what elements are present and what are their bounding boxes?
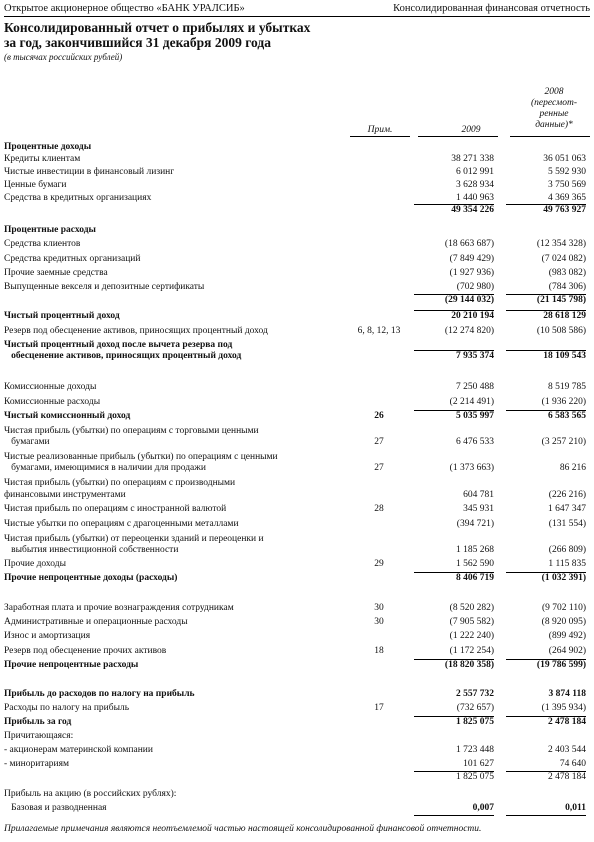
table-row xyxy=(4,142,590,153)
row-note: 28 xyxy=(374,504,384,514)
row-note: 27 xyxy=(374,463,384,473)
value-2008: 18 109 543 xyxy=(543,351,586,361)
value-2009: 20 210 194 xyxy=(451,311,494,321)
row-label: Прибыль до расходов по налогу на прибыль xyxy=(4,689,195,699)
value-2008: (12 354 328) xyxy=(536,239,586,249)
value-2009: (732 657) xyxy=(456,703,494,713)
closing-rule xyxy=(414,815,494,816)
value-2009: (7 905 582) xyxy=(449,617,494,627)
value-2009: 1 723 448 xyxy=(456,745,494,755)
table-row xyxy=(4,193,590,204)
value-2009: 1 562 590 xyxy=(456,559,494,569)
subtotal-rule xyxy=(506,294,586,295)
subtotal-rule xyxy=(414,204,494,205)
value-2008: (784 306) xyxy=(548,282,586,292)
value-2008: (983 082) xyxy=(548,268,586,278)
value-2009: 6 012 991 xyxy=(456,167,494,177)
value-2008: 2 478 184 xyxy=(548,717,586,727)
row-label: Средства в кредитных организациях xyxy=(4,193,152,203)
value-2008: 28 618 129 xyxy=(543,311,586,321)
value-2009: (1 927 936) xyxy=(449,268,494,278)
value-2008: (8 920 095) xyxy=(541,617,586,627)
subtotal-rule xyxy=(506,410,586,411)
row-label: Чистый комиссионный доход xyxy=(4,411,131,421)
table-row xyxy=(4,534,590,545)
row-label: Расходы по налогу на прибыль xyxy=(4,703,130,713)
value-2008: (10 508 586) xyxy=(536,326,586,336)
value-2008: 3 750 569 xyxy=(548,180,586,190)
table-row xyxy=(4,180,590,191)
value-2008: (899 492) xyxy=(548,631,586,641)
table-row xyxy=(4,631,590,642)
row-label: Средства клиентов xyxy=(4,239,81,249)
row-label: Чистый процентный доход после вычета резерва под xyxy=(4,340,233,350)
value-2008: 1 115 835 xyxy=(548,559,586,569)
table-row xyxy=(4,437,590,448)
row-note: 30 xyxy=(374,617,384,627)
value-2008: 49 763 927 xyxy=(543,205,586,215)
row-label: Прочие непроцентные доходы (расходы) xyxy=(4,573,178,583)
subtotal-rule xyxy=(506,659,586,660)
value-2008: (19 786 599) xyxy=(536,660,586,670)
value-2009: 5 035 997 xyxy=(456,411,494,421)
row-label: Административные и операционные расходы xyxy=(4,617,188,627)
row-note: 29 xyxy=(374,559,384,569)
title-line-1: Консолидированный отчет о прибылях и убытках xyxy=(4,20,311,35)
value-2009: 0,007 xyxy=(472,803,494,813)
value-2008: 5 592 930 xyxy=(548,167,586,177)
value-2009: 2 557 732 xyxy=(456,689,494,699)
subtotal-rule xyxy=(506,310,586,311)
value-2008: 2 478 184 xyxy=(548,772,586,782)
value-2009: 3 628 934 xyxy=(456,180,494,190)
subtotal-rule xyxy=(506,204,586,205)
value-2009: 101 627 xyxy=(463,759,494,769)
subtotal-rule xyxy=(414,659,494,660)
row-label: Чистый процентный доход xyxy=(4,311,120,321)
row-label: Чистая прибыль (убытки) по операциям с производными xyxy=(4,478,236,488)
subtotal-rule xyxy=(414,310,494,311)
row-label: Заработная плата и прочие вознаграждения сотрудникам xyxy=(4,603,234,613)
report-type: Консолидированная финансовая отчетность xyxy=(393,3,590,14)
row-label: Процентные расходы xyxy=(4,225,96,235)
value-2009: (7 849 429) xyxy=(449,254,494,264)
header-underline-2008 xyxy=(510,136,590,137)
row-label: Резерв под обесценение прочих активов xyxy=(4,646,167,656)
row-label: Резерв под обесценение активов, приносящих процентный доход xyxy=(4,326,268,336)
table-row xyxy=(4,411,590,422)
row-note: 26 xyxy=(374,411,384,421)
subtotal-rule xyxy=(506,716,586,717)
table-row xyxy=(4,167,590,178)
table-row xyxy=(4,803,590,814)
table-row xyxy=(4,268,590,279)
row-label: бумагами, имеющимися в наличии для продажи xyxy=(4,463,206,473)
table-row xyxy=(4,452,590,463)
value-2009: 7 935 374 xyxy=(456,351,494,361)
value-2008: (3 257 210) xyxy=(541,437,586,447)
row-label: - миноритариям xyxy=(4,759,70,769)
subtotal-rule xyxy=(414,771,494,772)
row-label: Чистые инвестиции в финансовый лизинг xyxy=(4,167,175,177)
column-header-note: Прим. xyxy=(367,125,393,135)
value-2008: (1 936 220) xyxy=(541,397,586,407)
row-label: Чистые убытки по операциям с драгоценными металлами xyxy=(4,519,239,529)
value-2009: (18 663 687) xyxy=(444,239,494,249)
value-2008: (9 702 110) xyxy=(542,603,586,613)
table-row xyxy=(4,703,590,714)
value-2009: (12 274 820) xyxy=(444,326,494,336)
value-2008: 0,011 xyxy=(565,803,586,813)
table-row xyxy=(4,759,590,770)
value-2009: 38 271 338 xyxy=(451,154,494,164)
row-label: обесценение активов, приносящих процентный доход xyxy=(4,351,242,361)
row-note: 6, 8, 12, 13 xyxy=(357,326,401,336)
table-row xyxy=(4,789,590,800)
value-2009: 1 185 268 xyxy=(456,545,494,555)
table-row xyxy=(4,772,590,783)
row-label: Прибыль за год xyxy=(4,717,72,727)
row-label: Базовая и разводненная xyxy=(4,803,107,813)
row-note: 30 xyxy=(374,603,384,613)
table-row xyxy=(4,311,590,322)
table-row xyxy=(4,646,590,657)
table-row xyxy=(4,731,590,742)
value-2008: 36 051 063 xyxy=(543,154,586,164)
table-row xyxy=(4,340,590,351)
table-row xyxy=(4,397,590,408)
table-row xyxy=(4,225,590,236)
value-2009: 604 781 xyxy=(463,490,494,500)
value-2009: (8 520 282) xyxy=(449,603,494,613)
row-label: Причитающаяся: xyxy=(4,731,74,741)
value-2008: (264 902) xyxy=(548,646,586,656)
table-row xyxy=(4,239,590,250)
table-row xyxy=(4,519,590,530)
table-row xyxy=(4,573,590,584)
row-note: 18 xyxy=(374,646,384,656)
table-row xyxy=(4,689,590,700)
row-label: Чистая прибыль по операциям с иностранной валютой xyxy=(4,504,227,514)
footer-note: Прилагаемые примечания являются неотъемлемой частью настоящей консолидированной финансовой отчетности. xyxy=(4,824,482,834)
row-label: Ценные бумаги xyxy=(4,180,67,190)
table-row xyxy=(4,154,590,165)
value-2008: 4 369 365 xyxy=(548,193,586,203)
row-label: Прочие непроцентные расходы xyxy=(4,660,139,670)
company-name: Открытое акционерное общество «БАНК УРАЛСИБ» xyxy=(4,3,245,14)
row-note: 17 xyxy=(374,703,384,713)
value-2008: (131 554) xyxy=(548,519,586,529)
value-2009: (29 144 032) xyxy=(444,295,494,305)
value-2009: 1 825 075 xyxy=(456,772,494,782)
value-2008: (7 024 082) xyxy=(541,254,586,264)
value-2009: (1 222 240) xyxy=(449,631,494,641)
table-row xyxy=(4,254,590,265)
value-2009: 1 825 075 xyxy=(456,717,494,727)
table-row xyxy=(4,382,590,393)
statement-title xyxy=(4,20,310,50)
value-2009: 1 440 963 xyxy=(456,193,494,203)
row-label: Комиссионные расходы xyxy=(4,397,101,407)
table-row xyxy=(4,559,590,570)
header-underline-2009 xyxy=(418,136,498,137)
row-label: Комиссионные доходы xyxy=(4,382,97,392)
row-label: Чистые реализованные прибыль (убытки) по операциям с ценными xyxy=(4,452,278,462)
row-label: Прочие доходы xyxy=(4,559,66,569)
row-label: Чистая прибыль (убытки) по операциям с торговыми ценными xyxy=(4,426,259,436)
value-2008: (1 032 391) xyxy=(541,573,586,583)
value-2008: 2 403 544 xyxy=(548,745,586,755)
value-2009: 7 250 488 xyxy=(456,382,494,392)
subtotal-rule xyxy=(506,771,586,772)
table-row xyxy=(4,717,590,728)
table-row xyxy=(4,545,590,556)
subtotal-rule xyxy=(414,572,494,573)
value-2008: 3 874 118 xyxy=(548,689,586,699)
subtotal-rule xyxy=(506,572,586,573)
row-label: Прибыль на акцию (в российских рублях): xyxy=(4,789,177,799)
row-label: Процентные доходы xyxy=(4,142,92,152)
value-2009: (2 214 491) xyxy=(449,397,494,407)
value-2009: 8 406 719 xyxy=(456,573,494,583)
row-label: Чистая прибыль (убытки) от переоценки зданий и переоценки и xyxy=(4,534,264,544)
table-row xyxy=(4,478,590,489)
value-2009: 6 476 533 xyxy=(456,437,494,447)
value-2009: 345 931 xyxy=(463,504,494,514)
table-row xyxy=(4,490,590,501)
units-note: (в тысячах российских рублей) xyxy=(4,52,123,62)
value-2008: 1 647 347 xyxy=(548,504,586,514)
table-row xyxy=(4,326,590,337)
table-row xyxy=(4,351,590,362)
row-label: финансовыми инструментами xyxy=(4,490,126,500)
table-row xyxy=(4,603,590,614)
row-label: Кредиты клиентам xyxy=(4,154,81,164)
value-2008: (266 809) xyxy=(548,545,586,555)
value-2009: (18 820 358) xyxy=(444,660,494,670)
value-2008: 8 519 785 xyxy=(548,382,586,392)
value-2008: 6 583 565 xyxy=(548,411,586,421)
table-row xyxy=(4,282,590,293)
closing-rule xyxy=(506,815,586,816)
row-label: Выпущенные векселя и депозитные сертификаты xyxy=(4,282,205,292)
table-row xyxy=(4,617,590,628)
row-label: бумагами xyxy=(4,437,50,447)
subtotal-rule xyxy=(414,410,494,411)
value-2009: (702 980) xyxy=(456,282,494,292)
value-2008: (1 395 934) xyxy=(541,703,586,713)
subtotal-rule xyxy=(506,350,586,351)
table-row xyxy=(4,504,590,515)
value-2008: (21 145 798) xyxy=(536,295,586,305)
value-2009: (1 172 254) xyxy=(449,646,494,656)
table-row xyxy=(4,745,590,756)
value-2008: 86 216 xyxy=(559,463,586,473)
page-header xyxy=(4,2,590,17)
table-row xyxy=(4,205,590,216)
row-label: выбытия инвестиционной собственности xyxy=(4,545,179,555)
table-row xyxy=(4,426,590,437)
column-header-2008: 2008 (пересмот- ренные данные)* xyxy=(530,87,578,130)
column-header-2009: 2009 xyxy=(461,125,481,135)
subtotal-rule xyxy=(414,294,494,295)
value-2008: (226 216) xyxy=(548,490,586,500)
table-row xyxy=(4,660,590,671)
table-row xyxy=(4,463,590,474)
subtotal-rule xyxy=(414,350,494,351)
value-2009: (394 721) xyxy=(456,519,494,529)
row-label: - акционерам материнской компании xyxy=(4,745,153,755)
title-line-2: за год, закончившийся 31 декабря 2009 года xyxy=(4,35,271,50)
header-underline-note xyxy=(350,136,410,137)
subtotal-rule xyxy=(414,716,494,717)
row-note: 27 xyxy=(374,437,384,447)
value-2009: 49 354 226 xyxy=(451,205,494,215)
row-label: Средства кредитных организаций xyxy=(4,254,141,264)
row-label: Прочие заемные средства xyxy=(4,268,108,278)
table-row xyxy=(4,295,590,306)
row-label: Износ и амортизация xyxy=(4,631,91,641)
value-2009: (1 373 663) xyxy=(449,463,494,473)
value-2008: 74 640 xyxy=(559,759,586,769)
